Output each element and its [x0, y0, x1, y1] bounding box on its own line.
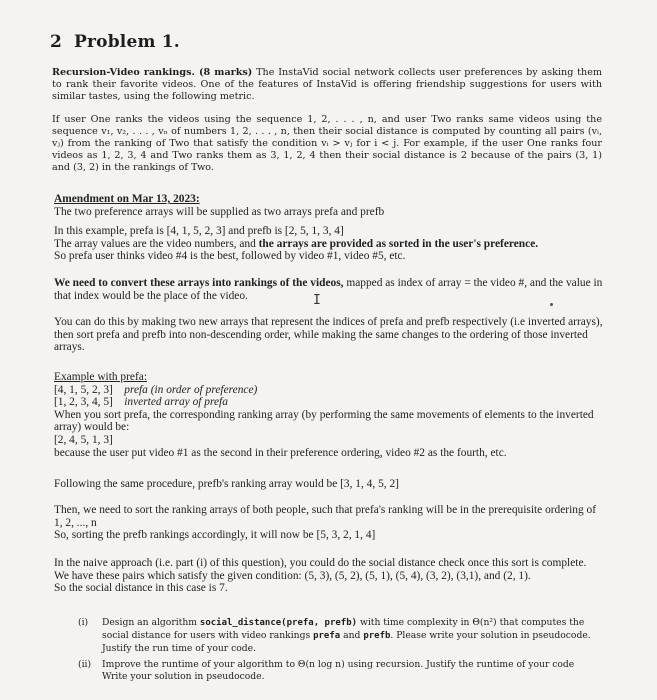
following-text: Following the same procedure, prefb's ranking array would be [3, 1, 4, 5, 2]: [54, 478, 399, 490]
example-prefa-block: [54, 371, 606, 459]
when-sort-text: When you sort prefa, the corresponding ranking array (by performing the same movements of elements to the inverted array) would be:: [54, 408, 594, 434]
example-block: [54, 225, 606, 263]
naive-text: In the naive approach (i.e. part (i) of this question), you could do the social distance check once this sort is complete.: [54, 557, 587, 569]
example-line: In this example, prefa is [4, 1, 5, 2, 3] and prefb is [2, 5, 1, 3, 4]: [54, 225, 344, 237]
part-i-end: . Please write your solution in pseudocode. Justify the run time of your code.: [102, 629, 591, 654]
convert-line: [54, 277, 606, 302]
amendment-line1: The two preference arrays will be supplied as two arrays prefa and prefb: [54, 205, 385, 218]
following-block: [54, 478, 606, 491]
row1-array: [4, 1, 5, 2, 3]: [54, 383, 113, 396]
part-i-body: [102, 617, 592, 654]
section-number: 2: [50, 32, 63, 52]
inverted-text: You can do this by making two new arrays that represent the indices of prefa and prefb respectively (i.e inverted arrays), then sort prefa and prefb into non-descending order, while making the same changes to the ordering of those inverted arrays.: [54, 316, 603, 354]
intro-text: The InstaVid social network collects user preferences by asking them to rank their favorite videos. One of the features of InstaVid is offering friendship suggestions for users with similar tastes, using the following metric.: [52, 67, 602, 102]
part-i: [80, 617, 592, 654]
part-i-code2: prefa: [313, 630, 341, 641]
row2-label: inverted array of prefa: [124, 396, 228, 409]
part-ii-number: (ii): [78, 659, 92, 670]
part-i-pre: Design an algorithm: [102, 617, 200, 628]
best-line: So prefa user thinks video #4 is the best, followed by video #1, video #5, etc.: [54, 250, 406, 263]
part-i-mid: and: [340, 629, 364, 641]
section-title: Problem 1.: [74, 32, 180, 52]
example-heading: Example with prefa:: [54, 371, 147, 383]
then-sort-block: [54, 504, 606, 542]
row2-array: [1, 2, 3, 4, 5]: [54, 396, 113, 409]
example-row2: [54, 396, 606, 409]
row1-label: prefa (in order of preference): [124, 383, 258, 396]
pairs-text: We have these pairs which satisfy the given condition: (5, 3), (5, 2), (5, 1), (5, 4), (3, 2), (3,1), and (2, 1).: [54, 569, 531, 582]
convert-rest: mapped as index of array = the video #, and the value in that index would be the place of the video.: [54, 277, 603, 302]
then-sort-text: Then, we need to sort the ranking arrays of both people, such that prefa's ranking will be in the prerequisite ordering of 1, 2, ..., n: [54, 504, 596, 529]
part-i-post: with time complexity in Θ(n²) that computes the social distance for users with video rankings: [102, 617, 585, 641]
amendment-heading: Amendment on Mar 13, 2023:: [54, 193, 200, 205]
part-i-code3: prefb: [363, 630, 391, 641]
definition-paragraph: [52, 114, 602, 174]
distance-text: So the social distance in this case is 7.: [54, 582, 228, 595]
definition-text: If user One ranks the videos using the sequence 1, 2, . . . , n, and user Two ranks same videos using the sequence v₁, v₂, . . . , vₙ of numbers 1, 2, . . . , n, then their social distance is computed by counting all pairs (vᵢ, vⱼ) from the ranking of Two that satisfy the condition vᵢ > vⱼ for i < j. For example, if the user One ranks four videos as 1, 2, 3, 4 and Two ranks them as 3, 1, 2, 4 then their social distance is 2 because of the pairs (3, 1) and (3, 2) in the rankings of Two.: [52, 114, 602, 173]
sorted-pre: The array values are the video numbers, and: [54, 237, 259, 250]
example-row1: [54, 384, 606, 397]
because-text: because the user put video #1 as the second in their preference ordering, video #2 as the fourth, etc.: [54, 446, 507, 459]
part-ii-body: Improve the runtime of your algorithm to Θ(n log n) using recursion. Justify the runtime of your code Write your solution in pseudocode.: [102, 659, 575, 682]
convert-bold: We need to convert these arrays into rankings of the videos,: [54, 277, 344, 289]
sorted-line: [54, 238, 606, 251]
convert-block: [54, 277, 606, 302]
so-sort-text: So, sorting the prefb rankings accordingly, it will now be [5, 3, 2, 1, 4]: [54, 529, 376, 542]
inverted-block: [54, 316, 606, 354]
sorted-bold: the arrays are provided as sorted in the user's preference.: [258, 237, 539, 250]
amendment-block: [54, 193, 606, 218]
part-ii: [80, 659, 592, 683]
part-i-code: social_distance(prefa, prefb): [199, 618, 358, 628]
dot-mark: [550, 303, 553, 306]
text-cursor-icon: I: [313, 293, 321, 308]
ranking-array-a: [2, 4, 5, 1, 3]: [54, 433, 113, 446]
problem-lead: Recursion-Video rankings. (8 marks): [52, 67, 253, 78]
intro-paragraph: [52, 67, 602, 103]
naive-block: [54, 557, 606, 595]
part-i-number: (i): [78, 617, 89, 628]
section-heading: [50, 32, 192, 52]
